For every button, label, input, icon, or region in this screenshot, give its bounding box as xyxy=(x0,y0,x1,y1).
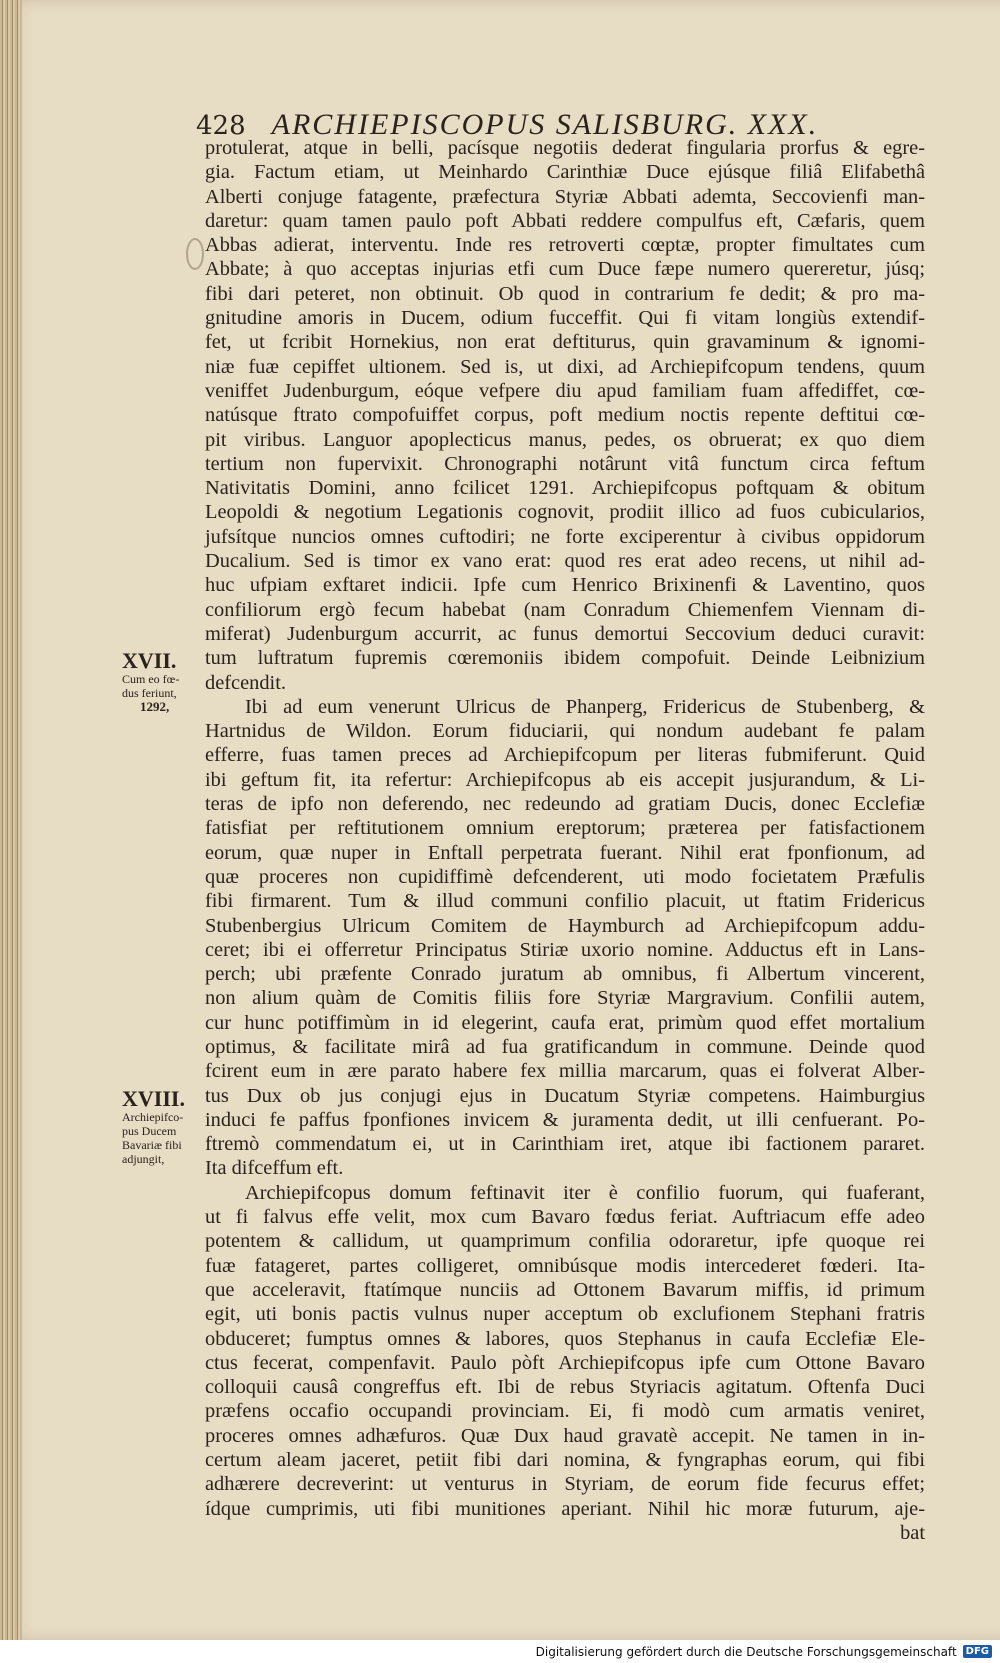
text-line: proceres omnes adhæfuros. Quæ Dux haud gravatè accepit. Ne tamen in in- xyxy=(205,1424,925,1447)
text-line: natúsque ftrato compofuiffet corpus, poft medium noctis repente deftitui cœ- xyxy=(205,404,925,427)
running-title: ARCHIEPISCOPUS SALISBURG. XXX. xyxy=(271,108,819,141)
margin-note-year: 1292, xyxy=(140,699,170,714)
text-line: optimus, & facilitate mirâ ad fua gratificandum in commune. Deinde quod xyxy=(205,1035,925,1058)
text-line: ftremò commendatum ei, ut in Carinthiam iret, atque ibi factionem pararet. xyxy=(205,1133,925,1156)
footer-bar xyxy=(0,1640,1000,1663)
text-line: Nativitatis Domini, anno fcilicet 1291. Archiepifcopus poftquam & obitum xyxy=(205,477,925,500)
text-line: niæ fuæ cepiffet ultionem. Sed is, ut dixi, ad Archiepifcopum tendens, quum xyxy=(205,355,925,378)
text-line: ctus fecerat, compenfavit. Paulo pòft Archiepifcopus ipfe cum Ottone Bavaro xyxy=(205,1351,925,1374)
dfg-logo: DFG xyxy=(963,1645,992,1658)
text-line: induci fe paffus fponfiones invicem & juramenta dedit, ut illi cenfuerant. Po- xyxy=(205,1108,925,1131)
text-line: veniffet Judenburgum, eóque vefpere diu apud familiam fuam affediffet, cœ- xyxy=(205,379,925,402)
text-line: defcendit. xyxy=(205,671,286,694)
text-line: potentem & callidum, ut quamprimum confilia odoraretur, ipfe quoque rei xyxy=(205,1230,925,1253)
text-line: Ducalium. Sed is timor ex vano erat: quod res erat adeo recens, ut nihil ad- xyxy=(205,550,925,573)
text-line: tus Dux ob jus conjugi ejus in Ducatum Styriæ competens. Haimburgius xyxy=(205,1084,925,1107)
ink-blot-mark xyxy=(186,238,204,270)
text-line: Archiepifcopus domum feftinavit iter è confilio fuorum, qui fuaferant, xyxy=(245,1181,925,1204)
text-line: protulerat, atque in belli, pacísque negotiis dederat fingularia prorfus & egre- xyxy=(205,137,925,159)
text-line: cur hunc potiffimùm in id elegerint, caufa erat, primùm quod effet mortalium xyxy=(205,1011,925,1034)
section-number: XVIII. xyxy=(122,1086,185,1111)
text-line: teras de ipfo non deferendo, nec redeundo ad gratiam Ducis, donec Ecclefiæ xyxy=(205,793,925,816)
text-line: Alberti conjuge fatagente, præfectura Styriæ Abbati ademta, Seccovienfi man- xyxy=(205,185,925,208)
text-line: eorum, quæ nuper in Enftall perpetrata fuerant. Nihil erat fponfionum, ad xyxy=(205,841,925,864)
text-line: efferre, fuas tamen preces ad Archiepifcopum per literas fubmiferunt. Quid xyxy=(205,744,925,767)
text-line: Ita difceffum eft. xyxy=(205,1157,344,1180)
text-line: Abbate; à quo acceptas injurias etfi cum Duce fæpe numero quereretur, júsq; xyxy=(205,258,925,281)
text-line: fibi dari peteret, non obtinuit. Ob quod in contrarium fe dedit; & pro ma- xyxy=(205,282,925,305)
text-line: Hartnidus de Wildon. Eorum fiduciarii, qui nondum audebant fe palam xyxy=(205,720,925,743)
text-line: pit viribus. Languor apoplecticus manus, pedes, os obruerat; ex quo diem xyxy=(205,428,925,451)
text-line: huc ufpiam exftaret indicii. Ipfe cum Henrico Brixinenfi & Laventino, quos xyxy=(205,574,925,597)
text-line: fibi firmarent. Tum & illud communi confilio placuit, ut ftatim Fridericus xyxy=(205,890,925,913)
text-line: certum aleam jaceret, petiit fibi dari nomina, & fyngraphas eorum, qui fibi xyxy=(205,1449,925,1472)
margin-note-line: dus feriunt, xyxy=(122,686,177,700)
margin-note-line: Bavariæ fibi xyxy=(122,1138,182,1152)
text-line: egit, uti bonis pactis vulnus nuper acceptum ob exclufionem Stephani fratris xyxy=(205,1303,925,1326)
text-line: fuæ fatageret, partes colligeret, omnibúsque modis intercederet fœderi. Ita- xyxy=(205,1254,925,1277)
text-line: ídque cumprimis, uti fibi munitiones aperiant. Nihil hic moræ futurum, aje- xyxy=(205,1497,925,1520)
text-line: perch; ubi præfente Conrado juratum ab omnibus, fi Albertum vincerent, xyxy=(205,963,925,986)
margin-note-xvii xyxy=(122,650,204,714)
text-line: obduceret; fumptus omnes & labores, quos Stephanus in caufa Ecclefiæ Ele- xyxy=(205,1327,925,1350)
text-line: Stubenbergius Ulricum Comitem de Haymburch ad Archiepifcopum addu- xyxy=(205,914,925,937)
page-number: 428 xyxy=(196,111,246,141)
text-line: Ibi ad eum venerunt Ulricus de Phanperg, Fridericus de Stubenberg, & xyxy=(245,695,925,718)
text-line: tum luftratum fupremis cœremoniis ibidem compofuit. Deinde Leibnizium xyxy=(205,647,925,670)
text-line: ceret; ibi ei offerretur Principatus Stiriæ uxorio nomine. Adductus eft in Lans- xyxy=(205,938,925,961)
text-line: fatisfiat per reftitutionem omnium ereptorum; præterea per fatisfactionem xyxy=(205,817,925,840)
text-line: præfens occafio occupandi provinciam. Ei, fi modò cum armatis veniret, xyxy=(205,1400,925,1423)
margin-note-line: adjungit, xyxy=(122,1152,165,1166)
book-binding-edge xyxy=(0,0,22,1640)
text-line: jufsítque nuncios omnes cuftodiri; ne forte exciperentur à civibus oppidorum xyxy=(205,525,925,548)
text-line: tertium non fupervixit. Chronographi notârunt vitâ functum circa feftum xyxy=(205,452,925,475)
text-line: colloquii causâ congreffus eft. Ibi de rebus Styriacis agitatum. Oftenfa Duci xyxy=(205,1376,925,1399)
text-line: que acceleravit, ftatímque nunciis ad Ottonem Bavarum miffis, id primum xyxy=(205,1278,925,1301)
text-line: Leopoldi & negotium Legationis cognovit, prodiit illico ad fuos cubicularios, xyxy=(205,501,925,524)
text-line: fet, ut fcribit Hornekius, non erat deftiturus, quin gravaminum & ignomi- xyxy=(205,331,925,354)
text-line: adhærere decreverint: ut venturus in Styriam, de eorum fide fecurus effet; xyxy=(205,1473,925,1496)
text-line: quæ proceres non cupidiffimè defcenderent, uti modo focietatem Præfulis xyxy=(205,865,925,888)
text-line: ibi geftum fit, ita refertur: Archiepifcopus ab eis accepit jusjurandum, & Li- xyxy=(205,768,925,791)
text-line: fcirent eum in ære parato habere fex millia marcarum, quas ei folverat Alber- xyxy=(205,1060,925,1083)
text-line: ut fi falvus effe velit, mox cum Bavaro fœdus feriat. Auftriacum effe adeo xyxy=(205,1206,925,1229)
margin-note-line: pus Ducem xyxy=(122,1124,177,1138)
text-line: daretur: quam tamen paulo poft Abbati reddere compulfus eft, Cæfaris, quem xyxy=(205,209,925,232)
text-line: confiliorum ergò fecum habebat (nam Conradum Chiemenfem Viennam di- xyxy=(205,598,925,621)
text-line: gnitudine amoris in Ducem, odium fucceffit. Qui fi vitam longiùs extendif- xyxy=(205,307,925,330)
section-number: XVII. xyxy=(122,648,177,673)
text-line: miferat) Judenburgum accurrit, ac funus demortui Seccovium deduci curavit: xyxy=(205,622,925,645)
text-line: non alium quàm de Comitis filiis fore Styriæ Margravium. Confilii autem, xyxy=(205,987,925,1010)
body-text xyxy=(205,136,925,1545)
text-line: Abbas adierat, interventu. Inde res retroverti cœptæ, propter fimultates cum xyxy=(205,234,925,257)
margin-note-line: Cum eo fœ- xyxy=(122,672,180,686)
text-line: gia. Factum etiam, ut Meinhardo Carinthiæ Duce ejúsque filiâ Elifabethâ xyxy=(205,161,925,184)
margin-note-xviii xyxy=(122,1088,204,1166)
margin-note-line: Archiepifco- xyxy=(122,1110,184,1124)
footer-credit: Digitalisierung gefördert durch die Deutsche Forschungsgemeinschaft xyxy=(535,1644,957,1659)
text-line: bat xyxy=(900,1521,925,1544)
